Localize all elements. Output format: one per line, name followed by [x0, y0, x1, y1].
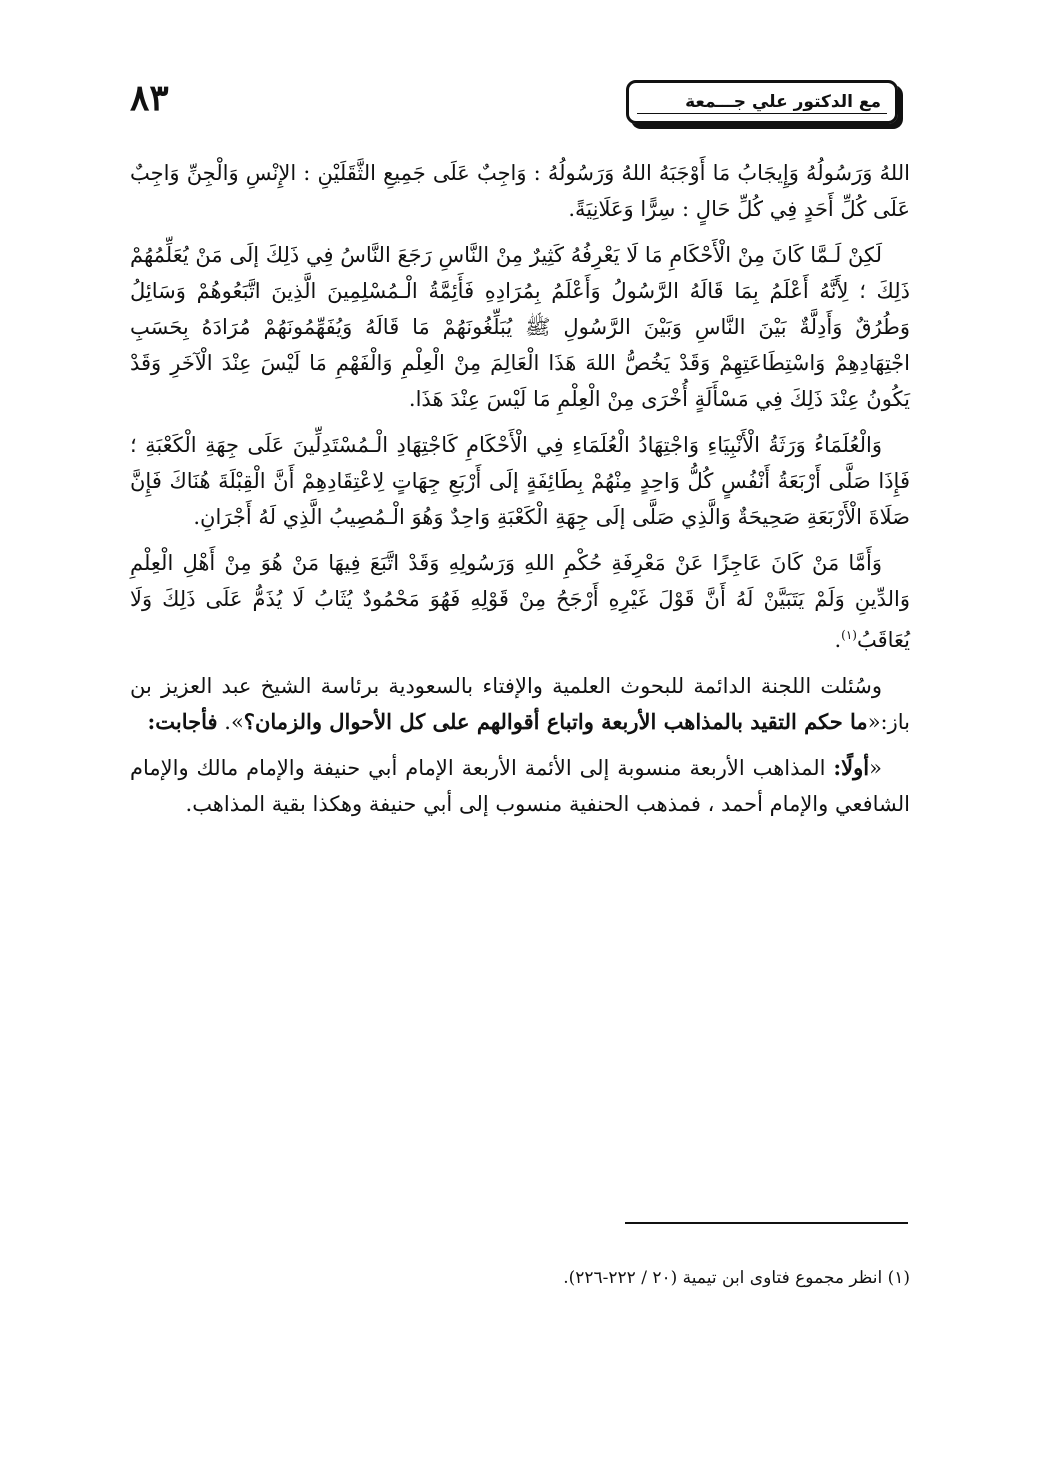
paragraph-6-open: « — [869, 756, 882, 780]
paragraph-4: وَأَمَّا مَنْ كَانَ عَاجِزًا عَنْ مَعْرِفَةِ حُكْمِ اللهِ وَرَسُولِهِ وَقَدْ اتَّبَعَ فِيهَا مَنْ هُوَ مِنْ أَهْلِ الْعِلْمِ وَالدِّينِ وَلَمْ يَتَبَيَّنْ لَهُ أَنَّ قَوْلَ غَيْرِهِ أَرْجَحُ مِنْ قَوْلِهِ فَهُوَ مَحْمُودٌ يُثَابُ لَا يُذَمُّ عَلَى ذَلِكَ وَلَا يُعَاقَبُ$^{(١)}$. — [130, 551, 910, 652]
running-header — [626, 80, 898, 124]
footnote-divider — [625, 1222, 908, 1224]
question-text: ما حكم التقيد بالمذاهب الأربعة واتباع أقوالهم على كل الأحوال والزمان؟ — [243, 709, 868, 734]
footnote: (١) انظر مجموع فتاوى ابن تيمية (٢٠ / ٢٢٢-٢٢٦). — [563, 1268, 910, 1288]
main-text — [130, 155, 910, 832]
running-title: مع الدكتور علي جـــمعة — [685, 92, 881, 112]
paragraph-6 — [130, 750, 910, 822]
footnote-reference: (١) — [841, 628, 857, 642]
paragraph-5-start: وسُئلت اللجنة الدائمة للبحوث العلمية والإفتاء بالسعودية برئاسة الشيخ عبد العزيز بن باز:« — [130, 674, 910, 734]
paragraph-6-text: المذاهب الأربعة منسوبة إلى الأئمة الأربعة الإمام أبي حنيفة والإمام مالك والإمام الشافعي والإمام أحمد ، فمذهب الحنفية منسوب إلى أبي حنيفة وهكذا بقية المذاهب. — [130, 756, 910, 816]
first-point-label: أولًا: — [833, 755, 870, 780]
paragraph-1: اللهُ وَرَسُولُهُ وَإِيجَابُ مَا أَوْجَبَهُ اللهُ وَرَسُولُهُ : وَاجِبٌ عَلَى جَمِيعِ الثَّقَلَيْنِ : الإِنْسِ وَالْجِنِّ وَاجِبٌ عَلَى كُلِّ أَحَدٍ فِي كُلِّ حَالٍ : سِرًّا وَعَلَانِيَةً. — [130, 161, 910, 221]
paragraph-4-text: وَأَمَّا مَنْ كَانَ عَاجِزًا عَنْ مَعْرِفَةِ حُكْمِ اللهِ وَرَسُولِهِ وَقَدْ اتَّبَعَ فِيهَا مَنْ هُوَ مِنْ أَهْلِ الْعِلْمِ وَالدِّينِ وَلَمْ يَتَبَيَّنْ لَهُ أَنَّ قَوْلَ غَيْرِهِ أَرْجَحُ مِنْ قَوْلِهِ فَهُوَ مَحْمُودٌ يُثَابُ لَا يُذَمُّ عَلَى ذَلِكَ وَلَا يُعَاقَبُ — [130, 551, 910, 652]
page-number: ٨٣ — [130, 77, 169, 119]
paragraph-2: لَكِنْ لَـمَّا كَانَ مِنْ الْأَحْكَامِ مَا لَا يَعْرِفُهُ كَثِيرٌ مِنْ النَّاسِ رَجَعَ النَّاسُ فِي ذَلِكَ إلَى مَنْ يُعَلِّمُهُمْ ذَلِكَ ؛ لِأَنَّهُ أَعْلَمُ بِمَا قَالَهُ الرَّسُولُ وَأَعْلَمُ بِمُرَادِهِ فَأَئِمَّةُ الْـمُسْلِمِينَ الَّذِينَ اتَّبَعُوهُمْ وَسَائِلُ وَطُرُقٌ وَأَدِلَّةٌ بَيْنَ النَّاسِ وَبَيْنَ الرَّسُولِ ﷺ يُبَلِّغُونَهُمْ مَا قَالَهُ وَيُفَهِّمُونَهُمْ مُرَادَهُ بِحَسَبِ اجْتِهَادِهِمْ وَاسْتِطَاعَتِهِمْ وَقَدْ يَخُصُّ اللهَ هَذَا الْعَالِمَ مِنْ الْعِلْمِ وَالْفَهْمِ مَا لَيْسَ عِنْدَ الْآخَرِ وَقَدْ يَكُونُ عِنْدَ ذَلِكَ فِي مَسْأَلَةٍ أُخْرَى مِنْ الْعِلْمِ مَا لَيْسَ عِنْدَ هَذَا. — [130, 243, 910, 411]
paragraph-3: وَالْعُلَمَاءُ وَرَثَةُ الْأَنْبِيَاءِ وَاجْتِهَادُ الْعُلَمَاءِ فِي الْأَحْكَامِ كَاجْتِهَادِ الْـمُسْتَدِلِّينَ عَلَى جِهَةِ الْكَعْبَةِ ؛ فَإِذَا صَلَّى أَرْبَعَةُ أَنْفُسٍ كُلُّ وَاحِدٍ مِنْهُمْ بِطَائِفَةٍ إلَى أَرْبَعِ جِهَاتٍ لِاعْتِقَادِهِمْ أَنَّ الْقِبْلَةَ هُنَاكَ فَإِنَّ صَلَاةَ الْأَرْبَعَةِ صَحِيحَةٌ وَالَّذِي صَلَّى إلَى جِهَةِ الْكَعْبَةِ وَاحِدٌ وَهُوَ الْـمُصِيبُ الَّذِي لَهُ أَجْرَانِ. — [130, 433, 910, 529]
header-underline — [637, 113, 887, 114]
paragraph-5-mid: ». — [217, 710, 244, 734]
answer-label: فأجابت: — [147, 709, 218, 734]
paragraph-5 — [130, 668, 910, 740]
